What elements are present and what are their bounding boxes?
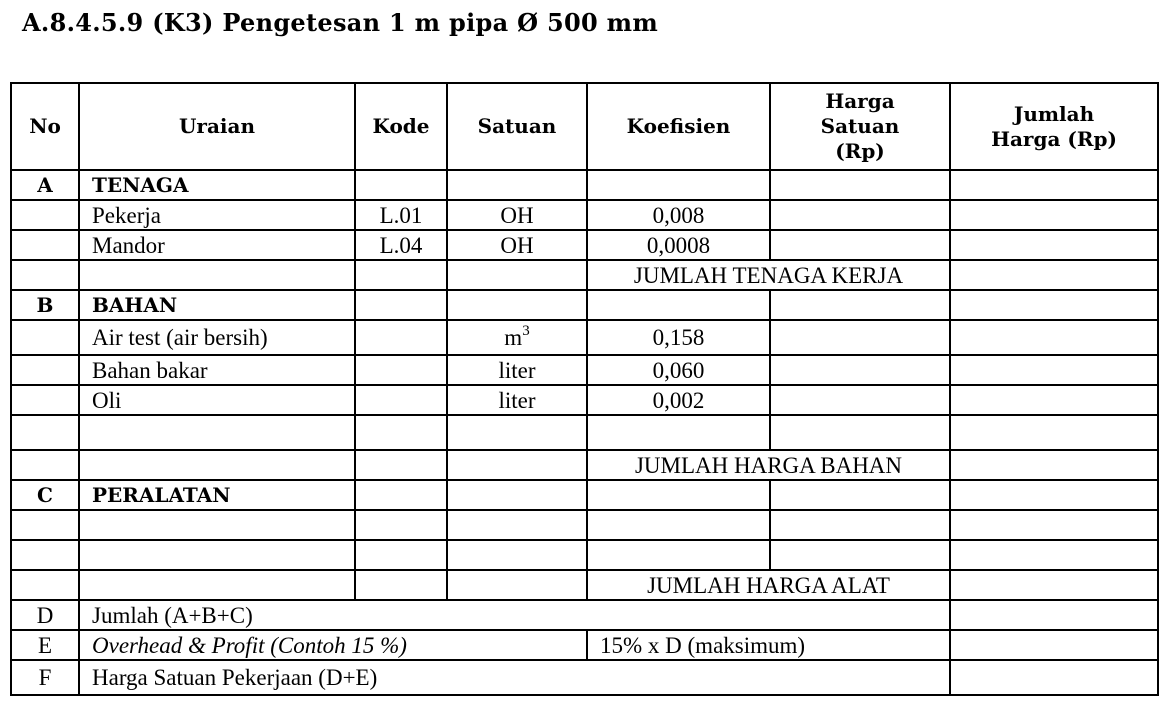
table-row (11, 385, 1158, 415)
col-header-kode: Kode (355, 83, 447, 170)
item-satuan: OH (447, 200, 587, 230)
item-uraian: Oli (79, 385, 355, 415)
section-a-no: A (11, 170, 79, 200)
item-kode: L.01 (355, 200, 447, 230)
item-koefisien: 0,002 (587, 385, 770, 415)
item-uraian: Pekerja (79, 200, 355, 230)
section-c-row (11, 480, 1158, 510)
ahsp-table (10, 82, 1159, 696)
section-a-row (11, 170, 1158, 200)
item-uraian: Air test (air bersih) (79, 320, 355, 355)
item-koefisien: 0,060 (587, 355, 770, 385)
section-c-label: PERALATAN (79, 480, 355, 510)
section-a-label: TENAGA (79, 170, 355, 200)
item-koefisien: 0,158 (587, 320, 770, 355)
unit-base: m (504, 325, 523, 350)
total-label-tenaga: JUMLAH TENAGA KERJA (587, 260, 950, 290)
table-row (11, 230, 1158, 260)
item-kode (355, 385, 447, 415)
item-uraian: Mandor (79, 230, 355, 260)
row-d-no: D (11, 600, 79, 630)
row-d (11, 600, 1158, 630)
col-header-uraian: Uraian (79, 83, 355, 170)
row-f (11, 660, 1158, 695)
table-row-empty (11, 540, 1158, 570)
item-kode: L.04 (355, 230, 447, 260)
section-c-total-row (11, 570, 1158, 600)
item-satuan (447, 320, 587, 355)
row-e-label: Overhead & Profit (Contoh 15 %) (79, 630, 587, 660)
section-b-no: B (11, 290, 79, 320)
section-a-total-row (11, 260, 1158, 290)
section-c-no: C (11, 480, 79, 510)
item-satuan: liter (447, 355, 587, 385)
table-row (11, 355, 1158, 385)
header-row (11, 83, 1158, 170)
item-uraian: Bahan bakar (79, 355, 355, 385)
section-b-row (11, 290, 1158, 320)
col-header-no: No (11, 83, 79, 170)
row-f-label: Harga Satuan Pekerjaan (D+E) (79, 660, 950, 695)
table-row (11, 200, 1158, 230)
col-header-koefisien: Koefisien (587, 83, 770, 170)
row-e-formula: 15% x D (maksimum) (587, 630, 950, 660)
table-row (11, 320, 1158, 355)
item-satuan: liter (447, 385, 587, 415)
row-f-no: F (11, 660, 79, 695)
table-row-empty (11, 415, 1158, 450)
col-header-jumlah-harga: Jumlah Harga (Rp) (950, 83, 1158, 170)
section-b-label: BAHAN (79, 290, 355, 320)
total-label-alat: JUMLAH HARGA ALAT (587, 570, 950, 600)
row-d-label: Jumlah (A+B+C) (79, 600, 950, 630)
item-koefisien: 0,0008 (587, 230, 770, 260)
item-kode (355, 320, 447, 355)
col-header-harga-satuan: Harga Satuan (Rp) (770, 83, 950, 170)
row-e (11, 630, 1158, 660)
row-e-no: E (11, 630, 79, 660)
item-satuan: OH (447, 230, 587, 260)
total-label-bahan: JUMLAH HARGA BAHAN (587, 450, 950, 480)
item-koefisien: 0,008 (587, 200, 770, 230)
unit-superscript: 3 (522, 323, 530, 339)
section-b-total-row (11, 450, 1158, 480)
col-header-satuan: Satuan (447, 83, 587, 170)
item-kode (355, 355, 447, 385)
page-title: A.8.4.5.9 (K3) Pengetesan 1 m pipa Ø 500 mm (22, 8, 659, 37)
table-row-empty (11, 510, 1158, 540)
